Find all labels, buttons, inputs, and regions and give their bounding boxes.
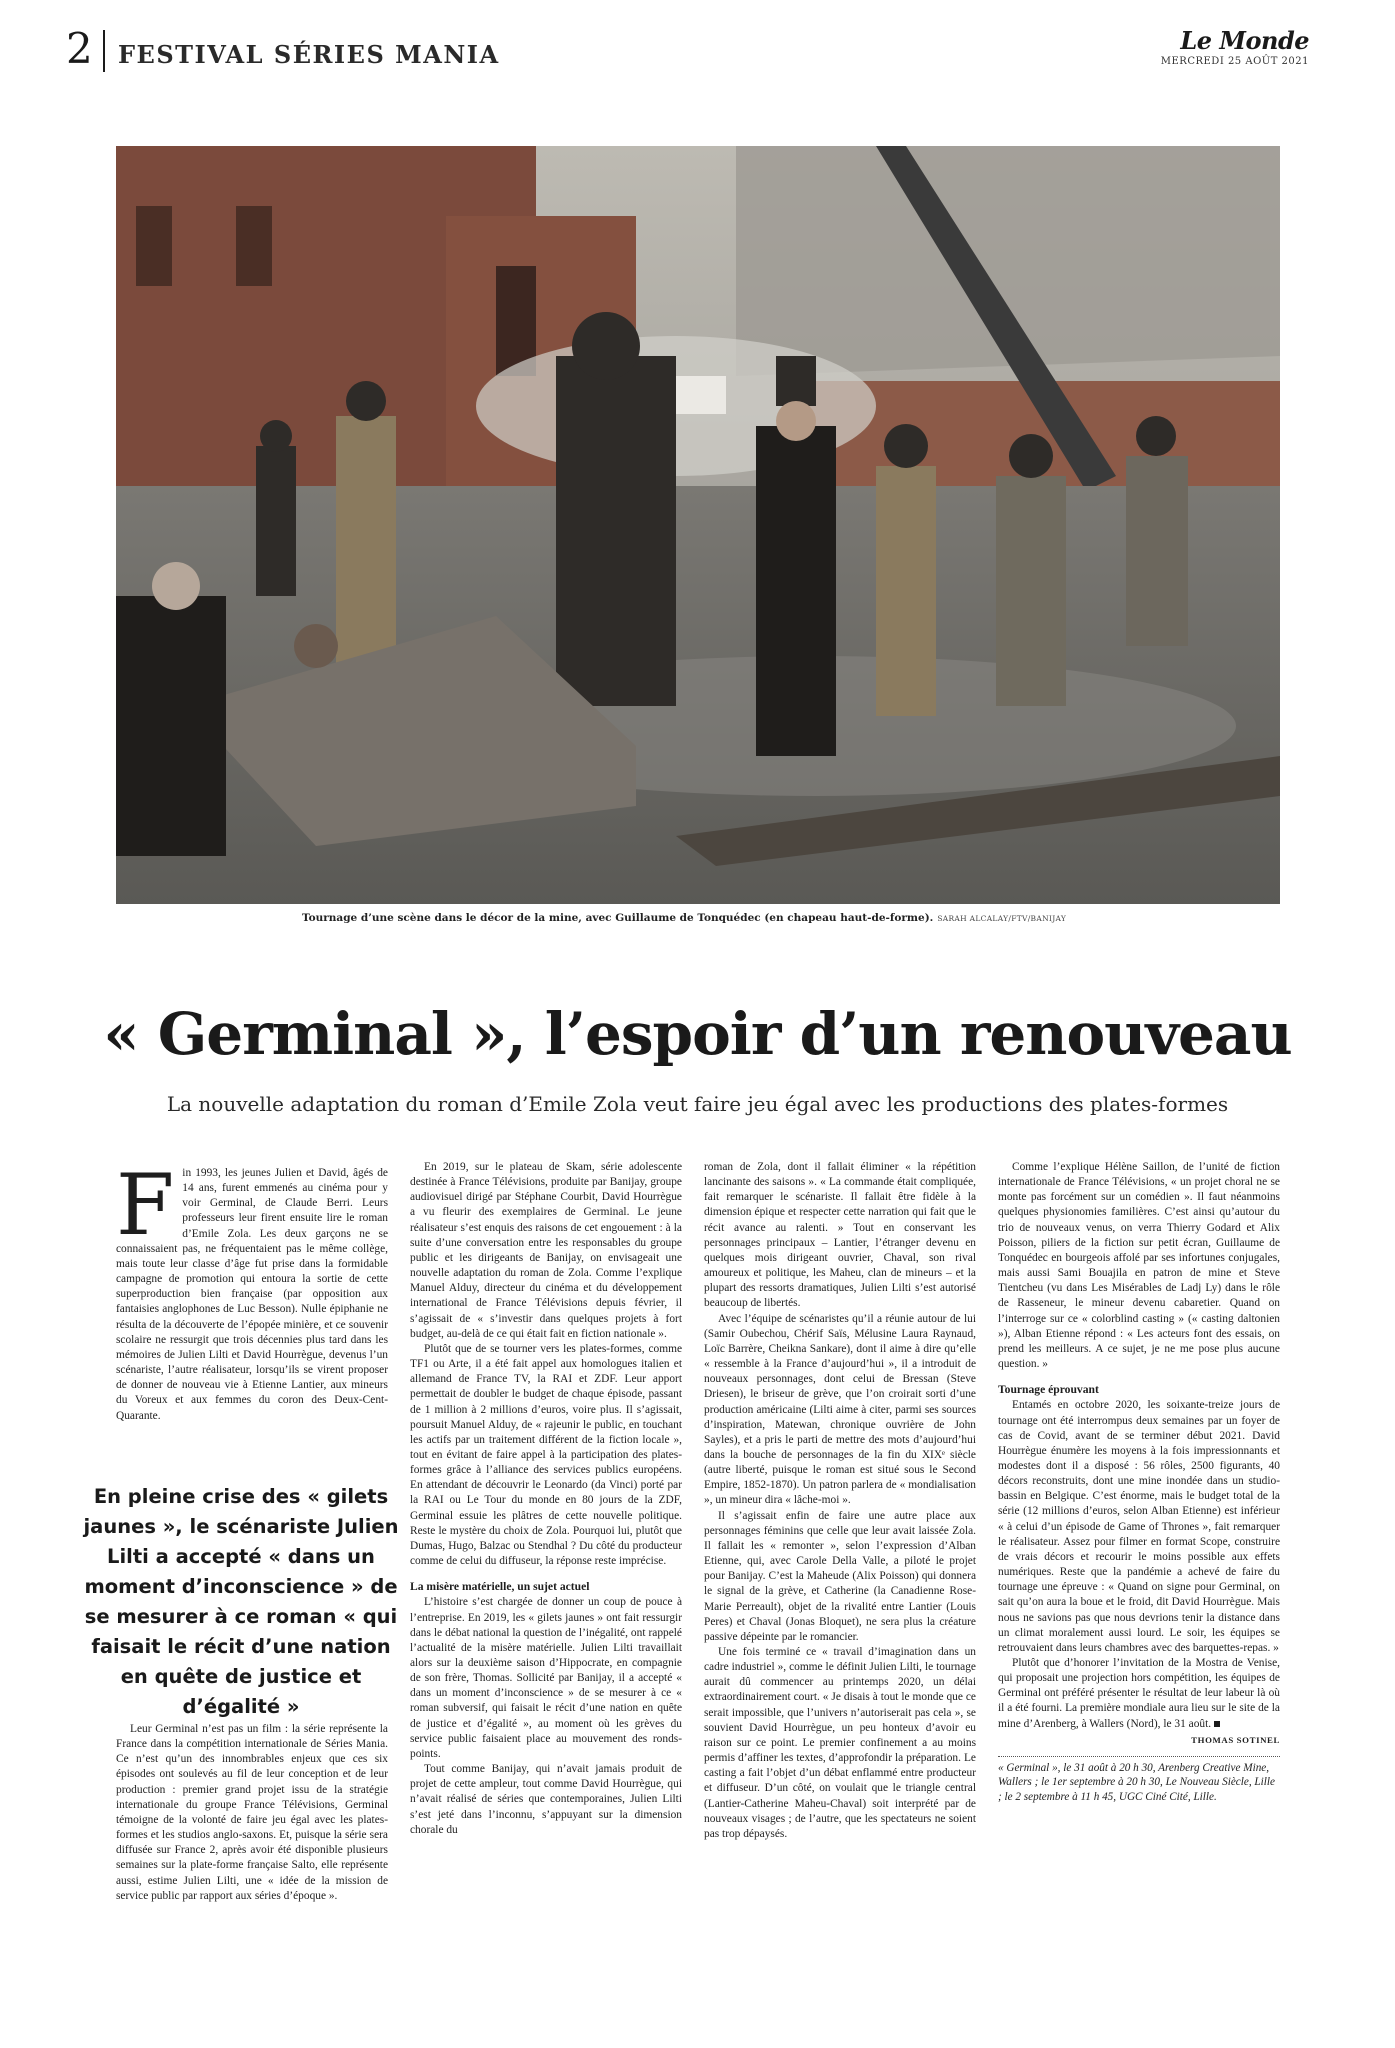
photo-credit: SARAH ALCALAY/FTV/BANIJAY	[937, 914, 1067, 923]
end-mark-icon	[1214, 1721, 1220, 1727]
pull-quote: En pleine crise des « gilets jaunes », le scénariste Julien Lilti a accepté « dans un moment d’inconscience » de se mesurer à ce roman « qui faisait le récit d’une nation en quête de justice et d’égalité »	[83, 1485, 399, 1718]
article-photo	[116, 146, 1280, 904]
paragraph: roman de Zola, dont il fallait éliminer « la répétition lancinante des saisons ». « La commande était compliquée, fait remarquer le scénariste. Il fallait être fidèle à la dimension épique et respecter cette narration qui fait que le récit avance au ralenti. » Tout en conservant les personnages principaux – Lantier, l’étranger devenu en quelques mois dirigeant ouvrier, Chaval, son rival amoureux et politique, les Maheu, clan de mineurs – et la plupart des ressorts dramatiques, Julien Lilti s’est autorisé beaucoup de libertés.	[704, 1161, 976, 1310]
paragraph: En 2019, sur le plateau de Skam, série adolescente destinée à France Télévisions, produite par Banijay, groupe audiovisuel dirigé par Stéphane Courbit, David Hourrègue a vu fleurir des exemplaires de Germinal. Le jeune réalisateur s’est enquis des raisons de cet engouement : à la suite d’une conversation entre les responsables du groupe public et les dirigeants de Banijay, on envisageait une nouvelle adaptation du roman de Zola. Comme l’explique Manuel Alduy, directeur du cinéma et du développement international de France Télévisions depuis février, il s’agissait de « s’investir dans quelques projets à fort budget, au-delà de ce qui était fait en fiction nationale ».	[410, 1161, 682, 1340]
drop-cap: F	[116, 1156, 175, 1254]
subheading: La misère matérielle, un sujet actuel	[410, 1580, 590, 1594]
paragraph: Comme l’explique Hélène Saillon, de l’unité de fiction internationale de France Télévisions, « un projet choral ne se monte pas forcément sur un comédien ». Il faut néanmoins quelques physionomies familières. C’est ainsi qu’autour du trio de nouveaux venus, on verra Thierry Godard et Alix Poisson, piliers de la fiction sur petit écran, Guillaume de Tonquédec en bourgeois affolé par ses infortunes conjugales, mais aussi Sami Bouajila en patron de mine et Steve Tientcheu (vu dans Les Misérables de Ladj Ly) dans le rôle de Rasseneur, le mineur devenu cabaretier. Quand on l’interroge sur ce « colorblind casting » (« casting daltonien »), Alban Etienne répond : « Les acteurs font des essais, on prend les meilleurs. A ce sujet, je ne me pose plus aucune question. »	[998, 1161, 1280, 1371]
article-headline: « Germinal », l’espoir d’un renouveau	[103, 1000, 1292, 1068]
paragraph: Il s’agissait enfin de faire une autre place aux personnages féminins que celle que leur avait laissée Zola. Il fallait les « remonter », selon l’expression d’Alban Etienne, qui, avec Carole Della Valle, a piloté le projet pour Banijay. C’est la Maheude (Alix Poisson) qui donnera le signal de la grève, et Catherine (la Canadienne Rose-Marie Perreault), objet de la rivalité entre Lantier (Louis Peres) et Chaval (Jonas Bloquet), ne sera plus la créature passive dépeinte par le romancier.	[704, 1509, 976, 1643]
page-number: 2	[66, 24, 93, 73]
photo-illustration	[116, 146, 1280, 904]
column-1	[116, 1156, 388, 1424]
article-standfirst: La nouvelle adaptation du roman d’Emile Zola veut faire jeu égal avec les productions des plates-formes	[166, 1092, 1229, 1116]
paragraph: L’histoire s’est chargée de donner un coup de pouce à l’entreprise. En 2019, les « gilets jaunes » ont fait ressurgir dans le débat national la question de l’inégalité, ont rappelé l’actualité de la misère matérielle. Julien Lilti travaillait alors sur la deuxième saison d’Hippocrate, en compagnie de son frère, Thomas. Sollicité par Banijay, il a accepté « dans un moment d’inconscience » de se mesurer à ce « roman subversif, qui faisait le récit d’une nation en quête de justice et d’égalité », au moment où les grèves du service public faisaient place au mouvement des ronds-points.	[410, 1596, 682, 1760]
column-2	[410, 1160, 682, 1838]
column-3	[704, 1160, 976, 1842]
paragraph: Plutôt que de se tourner vers les plates-formes, comme TF1 ou Arte, il a été fait appel aux homologues italien et allemand de France TV, la RAI et ZDF. Leur apport permettait de doubler le budget de chaque épisode, passant de 1 million à 2 millions d’euros, voire plus. Il s’agissait, poursuit Manuel Alduy, de « rajeunir le public, en touchant les actifs par un traitement différent de la fiction locale », tout en évitant de faire appel à la participation des plates-formes grâce à l’alliance des services publics européens. En attendant de découvrir le Leonardo (da Vinci) porté par la RAI ou Le Tour du monde en 80 jours de la ZDF, Germinal essuie les plâtres de cette nouvelle politique. Reste le mystère du choix de Zola. Pourquoi lui, plutôt que Dumas, Hugo, Balzac ou Stendhal ? Du côté du producteur comme de celui du diffuseur, la réponse reste imprécise.	[410, 1342, 682, 1568]
column-4	[998, 1160, 1280, 1804]
paragraph: Avec l’équipe de scénaristes qu’il a réunie autour de lui (Samir Oubechou, Chérif Saïs, Mélusine Laura Raynaud, Loïc Barrère, Cheikna Sankare), dont il aime à dire qu’elle « ressemble à la France d’aujourd’hui », il a introduit de nouveaux personnages, dont celui de Bressan (Steve Driesen), le briseur de grève, que l’on croirait sorti d’une production américaine (Lilti aime à citer, parmi ses sources d’inspiration, Matewan, chronique ouvrière de John Sayles), et a pris le parti de mettre des mots d’aujourd’hui dans la bouche de personnages de la fin du XIXᵉ siècle (autre liberté, puisque le roman est situé sous le Second Empire, 1852-1870). Un patron parlera de « mondialisation », un mineur dira « lâche-moi ».	[704, 1312, 976, 1507]
column-1-continued	[116, 1722, 388, 1904]
paragraph-text: Plutôt que d’honorer l’invitation de la Mostra de Venise, qui proposait une projection hors compétition, les équipes de Germinal ont préféré présenter le résultat de leur labeur là où il a été fourni. La première mondiale aura lieu sur le site de la mine d’Arenberg, à Wallers (Nord), le 31 août.	[998, 1657, 1280, 1730]
caption-text: Tournage d’une scène dans le décor de la mine, avec Guillaume de Tonquédec (en chapeau haut-de-forme).	[302, 912, 934, 924]
issue-date: MERCREDI 25 AOÛT 2021	[1160, 56, 1309, 67]
subheading: Tournage éprouvant	[998, 1383, 1099, 1397]
paragraph: Entamés en octobre 2020, les soixante-treize jours de tournage ont été interrompus deux semaines par un foyer de cas de Covid, avant de se terminer début 2021. David Hourrègue énumère les moyens à la fois impressionnants et modestes dont il a disposé : 56 rôles, 2500 figurants, 40 décors reconstruits, dont une mine inondée dans un studio-bassin en Belgique. C’est énorme, mais le budget total de la série (12 millions d’euros, selon Alban Etienne) est inférieur « à celui d’un épisode de Game of Thrones », fait remarquer le réalisateur. Assez pour filmer en format Scope, construire de vrais décors et recourir le moins possible aux effets numériques. Reste que la pandémie a achevé de faire du tournage une épreuve : « Quand on signe pour Germinal, on sait qu’on aura la boue et le froid, dit David Hourrègue. Mais nous ne savions pas que nous devrions tenir la distance dans un climat moralement aussi lourd. Le soir, les équipes se retrouvaient dans leurs chambres avec des barquettes-repas. »	[998, 1399, 1280, 1654]
header-divider	[103, 30, 105, 72]
paragraph	[998, 1656, 1280, 1732]
paragraph: Leur Germinal n’est pas un film : la série représente la France dans la compétition internationale de Séries Mania. Ce n’est qu’un des innombrables enjeux que ces six épisodes ont soulevés au fil de leur conception et de leur production : premier grand projet issu de la stratégie internationale du groupe France Télévisions, Germinal témoigne de la volonté de faire jeu égal avec les plates-formes et les studios anglo-saxons. Et, puisque la série sera diffusée sur France 2, après avoir été disponible plusieurs semaines sur la plate-forme française Salto, elle représente aussi, estime Julien Lilti, une « idée de la mission de service public par rapport aux séries d’époque ».	[116, 1723, 388, 1902]
info-divider	[998, 1756, 1280, 1757]
newspaper-logo: Le Monde	[1180, 26, 1309, 55]
author-signature: THOMAS SOTINEL	[1191, 1734, 1280, 1745]
paragraph: in 1993, les jeunes Julien et David, âgés de 14 ans, furent emmenés au cinéma pour y voir Germinal, de Claude Berri. Leurs professeurs leur firent ensuite lire le roman d’Emile Zola. Les deux garçons ne se connaissaient pas, ne fréquentaient pas le même collège, mais toute leur classe d’âge fut prise dans la formidable campagne de promotion qui entoura la sortie de cette superproduction bien française (par opposition aux fantaisies anglophones de Luc Besson). Nulle épiphanie ne résulta de la découverte de l’épopée minière, et ce souvenir scolaire ne ressurgit que trois décennies plus tard dans les mémoires de Julien Lilti et David Hourrègue, devenus l’un scénariste, l’autre réalisateur, lorsqu’ils se virent proposer de donner de nouveau vie à Etienne Lantier, aux mineurs du Voreux et aux femmes du coron des Deux-Cent-Quarante.	[116, 1167, 388, 1422]
paragraph: Tout comme Banijay, qui n’avait jamais produit de projet de cette ampleur, tout comme David Hourrègue, qui n’avait réalisé de séries que contemporaines, Julien Lilti s’est jeté dans l’inconnu, s’appuyant sur la dimension chorale du	[410, 1763, 682, 1836]
paragraph: Une fois terminé ce « travail d’imagination dans un cadre industriel », comme le définit Julien Lilti, le tournage aurait dû commencer au printemps 2020, un délai extraordinairement court. « Je disais à tout le monde que ce serait impossible, que l’univers n’autoriserait pas cela », se souvient David Hourrègue, un peu honteux d’avoir eu raison sur ce point. Le premier confinement a au moins permis d’affiner les textes, d’approfondir la préparation. Le casting a fait l’objet d’un débat enflammé entre producteur et diffuseur. D’un côté, on voulait que le triangle central (Lantier-Catherine Maheu-Chaval) soit interprété par de nouveaux visages ; de l’autre, que les spectateurs ne soient pas trop dépaysés.	[704, 1646, 976, 1840]
screening-info-text: « Germinal », le 31 août à 20 h 30, Arenberg Creative Mine, Wallers ; le 1er septembre à 20 h 30, Le Nouveau Siècle, Lille ; le 2 septembre à 11 h 45, UGC Ciné Cité, Lille.	[998, 1761, 1275, 1803]
section-title: FESTIVAL SÉRIES MANIA	[118, 40, 500, 69]
screening-info	[998, 1761, 1280, 1805]
photo-caption	[302, 912, 1066, 924]
